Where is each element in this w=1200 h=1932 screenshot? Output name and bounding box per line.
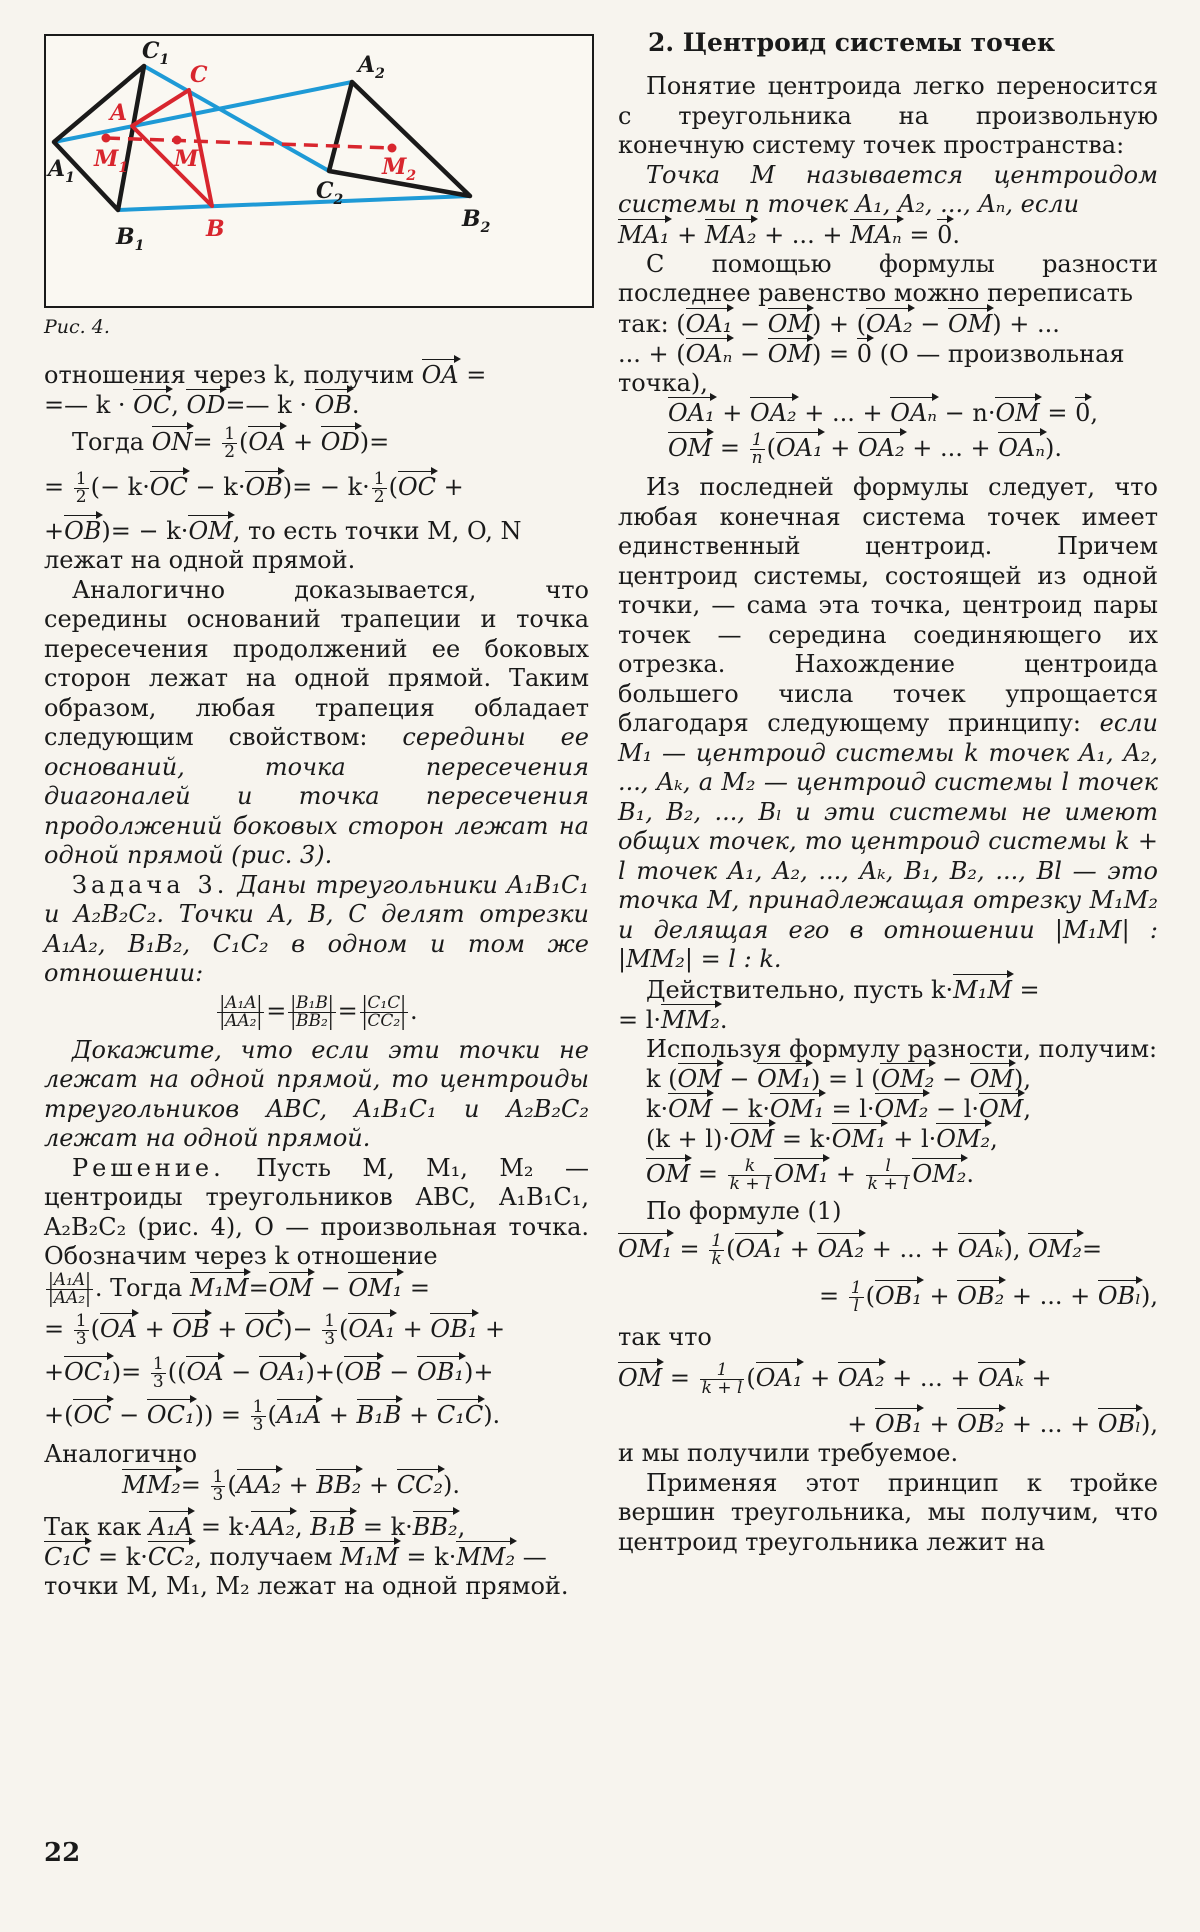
point-M1 (102, 134, 111, 143)
figure-4 (44, 34, 594, 308)
text-line: точки M, M₁, M₂ лежат на одной прямой. (44, 1572, 569, 1600)
label-B2: $B_2$ (462, 206, 491, 236)
text-line: точка), (618, 368, 708, 397)
prove-statement: Докажите, что если эти точки не лежат на одной прямой, то центроиды треугольников ABC, A₁B₁C₁ и A₂B₂C₂ лежат на одной прямой. (44, 1035, 589, 1152)
label-A2: $A_2$ (358, 52, 385, 82)
paragraph: С помощью формулы разности последнее равенство можно переписать (618, 249, 1158, 307)
formula-line: = $\frac{1}{l}$ (OB₁ + OB₂ + ... + OBₗ), (819, 1277, 1158, 1316)
paragraph-trapezoid: Аналогично доказывается, что середины оснований трапеции и точка пересечения продолжений ее боковых сторон лежат на одной прямой. Таким образом, любая трапеция обладает следующим свойством: середины ее оснований, точка пересечения диагоналей и точка пересечения продолжений боковых сторон лежат на одной прямой (рис. 3). (44, 575, 589, 869)
definition: Точка M называется центроидом системы n точек A₁, A₂, ..., Aₙ, если (618, 160, 1158, 218)
label-M: M (174, 146, 199, 172)
label-M1: $M_1$ (94, 146, 129, 176)
formula-line: отношения через k, получим OA = (44, 361, 487, 389)
formula-line: Так как A₁A = k·AA₂, B₁B = k·BB₂, (44, 1513, 466, 1541)
label-C: C (190, 62, 208, 88)
formula-line: ... + (OAₙ − OM) = 0 (O — произвольная (618, 339, 1125, 368)
left-column (44, 360, 589, 1602)
triangle-ABC (132, 90, 212, 206)
paragraph: По формуле (1) (646, 1197, 842, 1225)
text-line: и мы получили требуемое. (618, 1439, 959, 1467)
label-C2: $C_2$ (316, 178, 344, 208)
formula-line: OM₁ = $\frac{1}{k}$ (OA₁ + OA₂ + ... + OAₖ), OM₂= (618, 1230, 1103, 1269)
formula-line: OM = $\frac{1}{k + l}$ (OA₁ + OA₂ + ... + OAₖ + (618, 1360, 1052, 1398)
formula-line: MM₂= $\frac{1}{3}$ (AA₂ + BB₂ + CC₂). (122, 1467, 461, 1505)
figure-caption: Рис. 4. (44, 316, 110, 338)
paragraph-principle: Из последней формулы следует, что любая конечная система точек имеет единственный центроид. Причем центроид системы, состоящей из одной точки, — сама эта точка, центроид пары точек — середина соединяющего их отрезка. Нахождение центроида большего числа точек упрощается благодаря следующему принципу: если M₁ — центроид системы k точек A₁, A₂, ..., Aₖ, а M₂ — центроид системы l точек B₁, B₂, ..., Bₗ и эти системы не имеют общих точек, то центроид системы k + l точек A₁, A₂, ..., Aₖ, B₁, B₂, ..., Bl — это точка M, принадлежащая отрезку M₁M₂ и делящая его в отношении |M₁M| : |MM₂| = l : k. (618, 473, 1158, 973)
geometry-diagram (46, 36, 592, 306)
paragraph-intro: Понятие центроида легко переносится с треугольника на произвольную конечную систему точек пространства: (618, 72, 1158, 159)
segment-B1-B2 (118, 196, 470, 210)
label-M2: $M_2$ (382, 154, 417, 184)
formula-line: C₁C = k·CC₂, получаем M₁M = k·MM₂ — (44, 1543, 547, 1571)
label-B: B (206, 216, 225, 242)
point-M (173, 136, 182, 145)
formula-line: =— k · OC, OD=— k · OB. (44, 391, 360, 419)
segment-A1-A2 (54, 82, 352, 142)
formula-line: так: (OA₁ − OM) + (OA₂ − OM) + ... (618, 309, 1060, 338)
solution: Решение. Пусть M, M₁, M₂ — центроиды треугольников ABC, A₁B₁C₁, A₂B₂C₂ (рис. 4), O — произвольная точка. Обозначим через k отношение (44, 1153, 589, 1270)
formula-line: + OB₁ + OB₂ + ... + OBₗ), (847, 1410, 1158, 1438)
label-A1: $A_1$ (48, 156, 75, 186)
text-line: так что (618, 1322, 712, 1351)
formula-line: OM = $\frac{k}{k + l}$ OM₁ + $\frac{l}{k + l}$ OM₂. (646, 1156, 974, 1194)
task-3: Задача 3. Даны треугольники A₁B₁C₁ и A₂B₂C₂. Точки A, B, C делят отрезки A₁A₂, B₁B₂, C₁C₂ в одном и том же отношении: (44, 870, 589, 987)
formula-line: OM = $\frac{1}{n}$ (OA₁ + OA₂ + ... + OAₙ). (668, 430, 1062, 468)
formula-line: +OC₁)= $\frac{1}{3}$ ((OA − OA₁)+(OB − OB₁)+ (44, 1353, 494, 1392)
right-column (618, 28, 1158, 1557)
formula-line: (k + l)·OM = k·OM₁ + l·OM₂, (646, 1125, 998, 1153)
formula-line: +(OC − OC₁)) = $\frac{1}{3}$ (A₁A + B₁B + C₁C). (44, 1396, 501, 1435)
formula-line: MA₁ + MA₂ + ... + MAₙ = 0. (618, 220, 960, 249)
label-C1: $C_1$ (142, 38, 170, 68)
formula-line: = $\frac{1}{2}$ (− k·OC − k·OB)= − k· $\frac{1}{2}$ (OC + (44, 469, 464, 507)
page-number: 22 (44, 1838, 81, 1868)
ratio-formula: $\frac{\text{|A₁A|}}{\text{|AA₂|}}$ = $\frac{\text{|B₁B|}}{\text{|BB₂|}}$ = $\frac{\text{|C₁C|}}{\text{|CC₂|}}$ . (219, 992, 418, 1031)
text-line: Аналогично (44, 1439, 198, 1468)
formula-line: +OB)= − k·OM, то есть точки M, O, N (44, 517, 522, 545)
paragraph: Используя формулу разности, получим: (646, 1034, 1158, 1063)
formula-line: $\frac{\text{|A₁A|}}{\text{|AA₂|}}$ . Тогда M₁M=OM − OM₁ = (48, 1269, 430, 1308)
formula-line: k·OM − k·OM₁ = l·OM₂ − l·OM, (646, 1095, 1031, 1123)
section-heading: 2. Центроид системы точек (648, 28, 1056, 57)
formula-line: = $\frac{1}{3}$ (OA + OB + OC)− $\frac{1}{3}$ (OA₁ + OB₁ + (44, 1310, 506, 1349)
paragraph-final: Применяя этот принцип к тройке вершин треугольника, мы получим, что центроид треугольника лежит на (618, 1468, 1158, 1556)
text-line: лежат на одной прямой. (44, 546, 356, 574)
point-M2 (388, 144, 397, 153)
formula-line: = l·MM₂. (618, 1005, 728, 1034)
formula-line: OA₁ + OA₂ + ... + OAₙ − n·OM = 0, (668, 399, 1099, 427)
label-A: A (110, 100, 128, 126)
formula-line: k (OM − OM₁) = l (OM₂ − OM), (646, 1065, 1031, 1093)
formula-line: Действительно, пусть k·M₁M = (646, 975, 1040, 1004)
formula-line: Тогда ON= $\frac{1}{2}$ (OA + OD)= (72, 424, 390, 462)
label-B1: $B_1$ (116, 224, 145, 254)
